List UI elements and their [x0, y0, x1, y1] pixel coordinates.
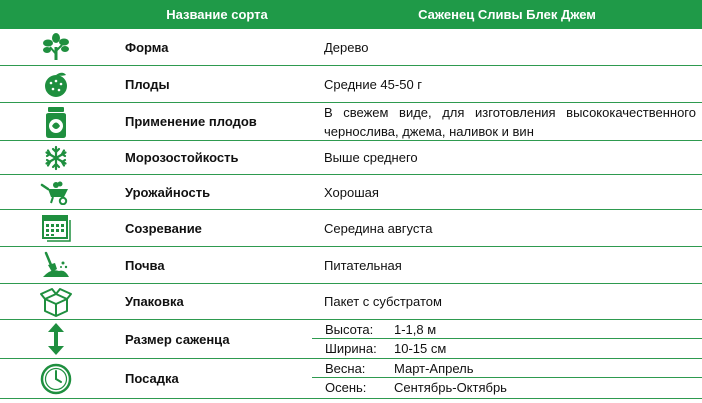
row-value: Выше среднего — [324, 150, 418, 165]
sub-value: Сентябрь-Октябрь — [394, 380, 507, 395]
row-value: Пакет с субстратом — [324, 294, 442, 309]
table-header — [0, 0, 702, 29]
row-value: Середина августа — [324, 220, 433, 236]
calendar-icon — [28, 210, 84, 246]
vertical-arrows-icon — [28, 320, 84, 358]
sub-key: Ширина: — [325, 341, 377, 356]
sub-key: Высота: — [325, 322, 374, 337]
table-row-package — [0, 284, 702, 320]
table-row-yield — [0, 175, 702, 210]
sub-value: Март-Апрель — [394, 361, 474, 376]
table-row-form — [0, 29, 702, 66]
snowflake-icon — [28, 141, 84, 174]
sub-key: Осень: — [325, 380, 367, 395]
row-label: Применение плодов — [125, 114, 257, 129]
tree-icon — [28, 29, 84, 65]
planting-autumn-line — [312, 378, 702, 397]
box-icon — [28, 284, 84, 319]
header-product-name: Саженец Сливы Блек Джем — [418, 7, 596, 22]
shovel-soil-icon — [28, 247, 84, 283]
row-label: Урожайность — [125, 184, 211, 200]
sub-value: 10-15 см — [394, 341, 447, 356]
table-row-size — [0, 320, 702, 359]
wheelbarrow-icon — [28, 175, 84, 209]
table-row-soil — [0, 247, 702, 284]
row-value: Питательная — [324, 257, 402, 273]
header-variety-name: Название сорта — [166, 7, 268, 22]
table-row-fruits — [0, 66, 702, 103]
planting-spring-line — [312, 359, 702, 378]
row-label: Созревание — [125, 220, 202, 236]
table-row-planting — [0, 359, 702, 399]
table-row-ripening — [0, 210, 702, 247]
row-label: Размер саженца — [125, 331, 230, 347]
size-width-line — [312, 339, 702, 358]
table-row-usage — [0, 103, 702, 141]
plum-fruit-icon — [28, 66, 84, 102]
row-label: Упаковка — [125, 294, 184, 309]
size-height-line — [312, 320, 702, 339]
row-label: Посадка — [125, 371, 179, 386]
row-label: Почва — [125, 257, 165, 273]
row-value: Хорошая — [324, 184, 379, 200]
row-label: Морозостойкость — [125, 150, 239, 165]
row-value: Дерево — [324, 39, 369, 55]
sub-key: Весна: — [325, 361, 366, 376]
jam-jar-icon — [28, 103, 84, 140]
row-label: Форма — [125, 39, 169, 55]
table-row-frost — [0, 141, 702, 175]
sub-value: 1-1,8 м — [394, 322, 437, 337]
row-value: Средние 45-50 г — [324, 76, 423, 92]
clock-icon — [28, 359, 84, 398]
row-label: Плоды — [125, 76, 170, 92]
row-value: В свежем виде, для изготовления высококачественного чернослива, джема, наливок и вин — [324, 104, 696, 139]
